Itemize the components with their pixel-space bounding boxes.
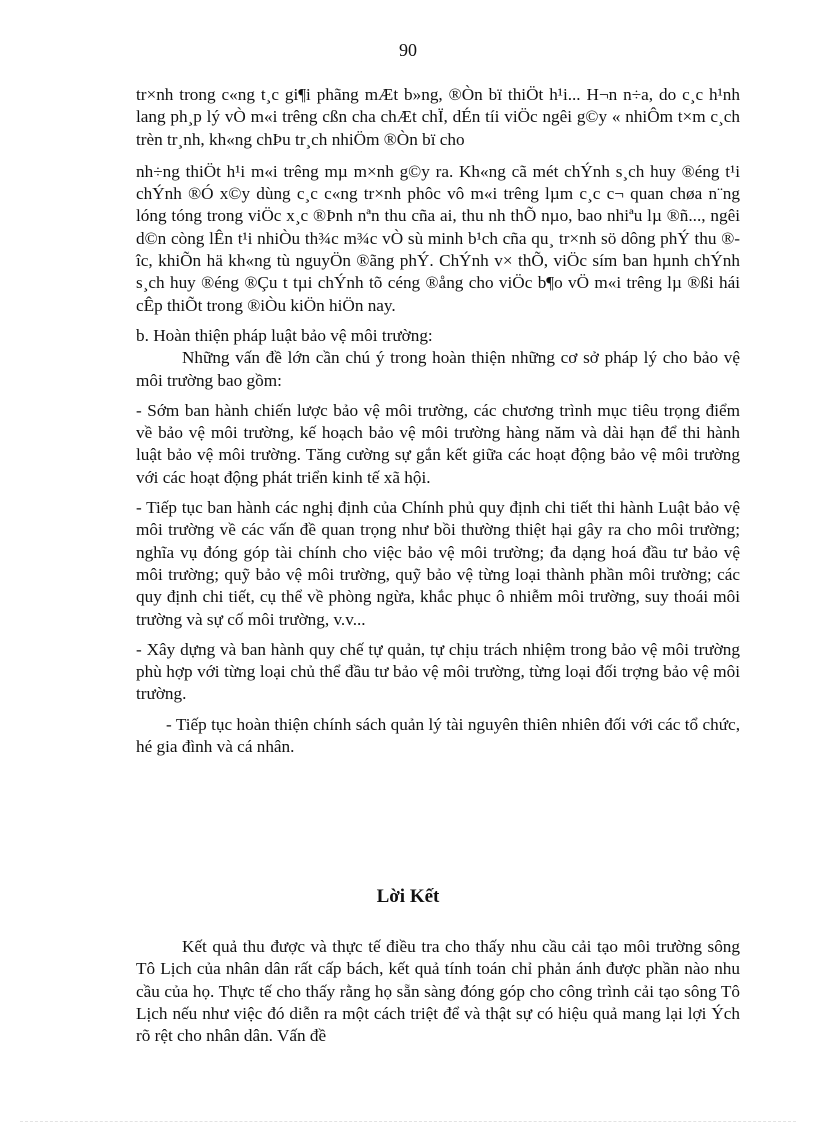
bullet-strategy: - Sớm ban hành chiến lược bảo vệ môi trường, các chương trình mục tiêu trọng điểm về bảo vệ môi trường, kế hoạch bảo vệ môi trường hàng năm và dài hạn để thi hành luật bảo vệ môi trường. Tăng cường sự gắn kết giữa các hoạt động bảo vệ môi trường với các hoạt động phát triển kinh tế xã hội. bbox=[136, 400, 740, 487]
page-number: 90 bbox=[399, 40, 417, 60]
section-heading-b: b. Hoàn thiện pháp luật bảo vệ môi trường: bbox=[136, 325, 433, 345]
paragraph-intro: Những vấn đề lớn cần chú ý trong hoàn thiện những cơ sở pháp lý cho bảo vệ môi trường bao gồm: bbox=[136, 348, 740, 390]
body-text bbox=[136, 84, 740, 758]
paragraph-legacy-2: nh÷ng thiÖt h¹i m«i trêng mµ m×nh g©y ra. Kh«ng cã mét chÝnh s¸ch huy ®éng t¹i chÝnh ®Ó x©y dùng c¸c c«ng tr×nh phôc vô m«i trêng lµm c¸c c¬ quan chøa n¨ng lóng tóng trong viÖc x¸c ®Þnh nªn thu cña ai, thu nh thÕ nµo, bao nhiªu lµ ®ñ..., ngêi d©n còng lÊn t¹i nhiÒu th¾c m¾c vÒ sù minh b¹ch cña qu¸ tr×nh sö dông phÝ thu ®îc, khiÕn hä kh«ng tù nguyÖn ®ãng phÝ. ChÝnh v× thÕ, viÖc sím ban hµnh chÝnh s¸ch huy ®éng ®Çu t tµi chÝnh tõ céng ®ång cho viÖc b¶o vÖ m«i trêng lµ ®ßi hái cÊp thiÕt trong ®iÒu kiÖn hiÖn nay. bbox=[136, 161, 740, 315]
conclusion-paragraph: Kết quả thu được và thực tế điều tra cho thấy nhu cầu cải tạo môi trường sông Tô Lịch của nhân dân rất cấp bách, kết quả tính toán chỉ phản ánh được phần nào nhu cầu của họ. Thực tế cho thấy rằng họ sẵn sàng đóng góp cho công trình cải tạo sông Tô Lịch nếu như việc đó diễn ra một cách triệt để và thật sự có hiệu quả mang lại lợi Ých rõ rệt cho nhân dân. Vấn đề bbox=[136, 937, 740, 1046]
bullet-decrees: - Tiếp tục ban hành các nghị định của Chính phủ quy định chi tiết thi hành Luật bảo vệ môi trường về các vấn đề quan trọng như bồi thường thiệt hại gây ra cho môi trường; nghĩa vụ đóng góp tài chính cho việc bảo vệ môi trường; đa dạng hoá đầu tư bảo vệ môi trường; quỹ bảo vệ môi trường, quỹ bảo vệ từng loại thành phần môi trường; các quy định chi tiết, cụ thể về phòng ngừa, khắc phục ô nhiễm môi trường, suy thoái môi trường và sự cố môi trường, v.v... bbox=[136, 498, 740, 629]
bullet-self-management: - Xây dựng và ban hành quy chế tự quản, tự chịu trách nhiệm trong bảo vệ môi trường phù hợp với từng loại chủ thể đầu tư bảo vệ môi trường, từng loại đối trợng bảo vệ môi trường. bbox=[136, 639, 740, 704]
conclusion-heading: Lời Kết bbox=[376, 886, 440, 907]
bullet-resource-policy: - Tiếp tục hoàn thiện chính sách quản lý tài nguyên thiên nhiên đối với các tổ chức, hé gia đình và cá nhân. bbox=[136, 714, 740, 757]
paragraph-legacy-1: tr×nh trong c«ng t¸c gi¶i phãng mÆt b»ng, ®Òn bï thiÖt h¹i... H¬n n÷a, do c¸c h¹nh lang ph¸p lý vÒ m«i trêng cßn cha chÆt chÏ, dÉn tíi viÖc ngêi g©y « nhiÔm t×m c¸ch trèn tr¸nh, kh«ng chÞu tr¸ch nhiÖm ®Òn bï cho bbox=[136, 85, 740, 149]
page-bottom-rule bbox=[20, 1121, 796, 1122]
conclusion-text bbox=[136, 936, 740, 1047]
